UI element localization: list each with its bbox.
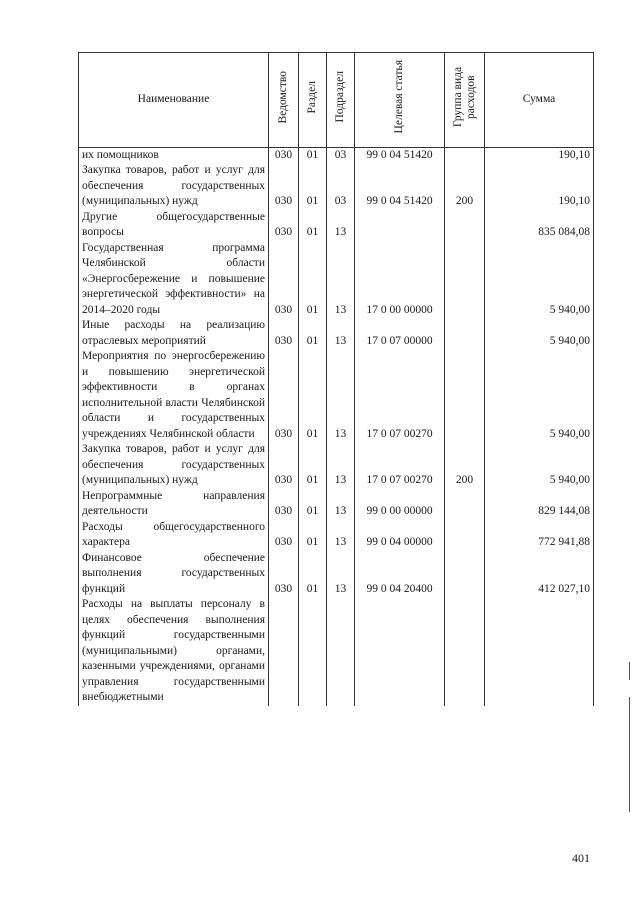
- table-row: [79, 241, 594, 319]
- header-dept: Ведомство: [269, 53, 299, 148]
- row-expense-group: [445, 147, 485, 163]
- row-subsection: 13: [327, 520, 355, 551]
- row-dept: 030: [269, 210, 299, 241]
- row-section: 01: [299, 163, 327, 210]
- table-row: [79, 597, 594, 706]
- row-section: 01: [299, 520, 327, 551]
- row-dept: 030: [269, 520, 299, 551]
- table-header-row: [79, 53, 594, 148]
- table-row: [79, 551, 594, 598]
- row-expense-group: [445, 597, 485, 706]
- header-expense-group: Группа вида расходов: [445, 53, 485, 148]
- row-target: 17 0 07 00270: [355, 349, 445, 442]
- row-name: Непрограммные направления деятельности: [79, 489, 269, 520]
- table-row: [79, 163, 594, 210]
- table-row: [79, 520, 594, 551]
- row-section: 01: [299, 442, 327, 489]
- row-expense-group: [445, 318, 485, 349]
- row-subsection: 13: [327, 210, 355, 241]
- row-subsection: 13: [327, 318, 355, 349]
- row-expense-group: [445, 210, 485, 241]
- row-section: 01: [299, 318, 327, 349]
- row-section: 01: [299, 349, 327, 442]
- row-section: 01: [299, 551, 327, 598]
- row-subsection: 13: [327, 241, 355, 319]
- row-name: Мероприятия по энергосбережению и повышению энергетической эффективности в органах исполнительной власти Челябинской области и государственных учреждениях Челябинской области: [79, 349, 269, 442]
- row-subsection: 13: [327, 551, 355, 598]
- row-amount: 190,10: [485, 147, 594, 163]
- table-row: [79, 210, 594, 241]
- row-dept: 030: [269, 318, 299, 349]
- row-target: 17 0 07 00000: [355, 318, 445, 349]
- row-target: 99 0 00 00000: [355, 489, 445, 520]
- row-expense-group: [445, 241, 485, 319]
- table-body: [79, 147, 594, 706]
- row-name: Расходы на выплаты персоналу в целях обеспечения выполнения функций государственными (муниципальными) органами, казенными учреждениями, органами управления государственными внебюджетными: [79, 597, 269, 706]
- row-expense-group: [445, 489, 485, 520]
- margin-mark: [629, 662, 630, 680]
- row-amount: 5 940,00: [485, 349, 594, 442]
- row-target: 99 0 04 51420: [355, 163, 445, 210]
- row-subsection: 03: [327, 147, 355, 163]
- row-section: 01: [299, 210, 327, 241]
- row-target: 99 0 04 51420: [355, 147, 445, 163]
- row-expense-group: [445, 551, 485, 598]
- row-amount: 5 940,00: [485, 442, 594, 489]
- header-name: Наименование: [79, 53, 269, 148]
- row-amount: 835 084,08: [485, 210, 594, 241]
- row-dept: 030: [269, 147, 299, 163]
- row-name: Закупка товаров, работ и услуг для обеспечения государственных (муниципальных) нужд: [79, 442, 269, 489]
- row-target: 99 0 04 00000: [355, 520, 445, 551]
- row-amount: 829 144,08: [485, 489, 594, 520]
- row-target: 17 0 07 00270: [355, 442, 445, 489]
- row-dept: 030: [269, 489, 299, 520]
- row-subsection: 13: [327, 349, 355, 442]
- table-row: [79, 489, 594, 520]
- row-section: 01: [299, 489, 327, 520]
- row-dept: 030: [269, 442, 299, 489]
- row-dept: 030: [269, 551, 299, 598]
- header-target: Целевая статья: [355, 53, 445, 148]
- table-row: [79, 318, 594, 349]
- row-section: [299, 597, 327, 706]
- row-amount: 190,10: [485, 163, 594, 210]
- row-name: Иные расходы на реализацию отраслевых мероприятий: [79, 318, 269, 349]
- row-expense-group: [445, 349, 485, 442]
- row-target: 17 0 00 00000: [355, 241, 445, 319]
- row-name: Закупка товаров, работ и услуг для обеспечения государственных (муниципальных) нужд: [79, 163, 269, 210]
- row-subsection: [327, 597, 355, 706]
- row-amount: 5 940,00: [485, 241, 594, 319]
- row-dept: 030: [269, 163, 299, 210]
- row-amount: 772 941,88: [485, 520, 594, 551]
- row-name: Государственная программа Челябинской области «Энергосбережение и повышение энергетической эффективности» на 2014–2020 годы: [79, 241, 269, 319]
- row-dept: 030: [269, 349, 299, 442]
- page-number: 401: [572, 851, 590, 865]
- row-target: 99 0 04 20400: [355, 551, 445, 598]
- row-subsection: 03: [327, 163, 355, 210]
- header-section: Раздел: [299, 53, 327, 148]
- row-expense-group: 200: [445, 163, 485, 210]
- row-amount: [485, 597, 594, 706]
- table-row: [79, 147, 594, 163]
- row-section: 01: [299, 241, 327, 319]
- row-name: их помощников: [79, 147, 269, 163]
- table-row: [79, 349, 594, 442]
- row-target: [355, 210, 445, 241]
- row-dept: 030: [269, 241, 299, 319]
- row-subsection: 13: [327, 489, 355, 520]
- budget-table: [78, 52, 594, 706]
- row-target: [355, 597, 445, 706]
- row-amount: 412 027,10: [485, 551, 594, 598]
- row-expense-group: [445, 520, 485, 551]
- header-subsection: Подраздел: [327, 53, 355, 148]
- row-name: Другие общегосударственные вопросы: [79, 210, 269, 241]
- header-amount: Сумма: [485, 53, 594, 148]
- row-dept: [269, 597, 299, 706]
- row-section: 01: [299, 147, 327, 163]
- table-row: [79, 442, 594, 489]
- row-amount: 5 940,00: [485, 318, 594, 349]
- row-name: Финансовое обеспечение выполнения государственных функций: [79, 551, 269, 598]
- row-subsection: 13: [327, 442, 355, 489]
- margin-mark: [629, 697, 630, 812]
- row-name: Расходы общегосударственного характера: [79, 520, 269, 551]
- row-expense-group: 200: [445, 442, 485, 489]
